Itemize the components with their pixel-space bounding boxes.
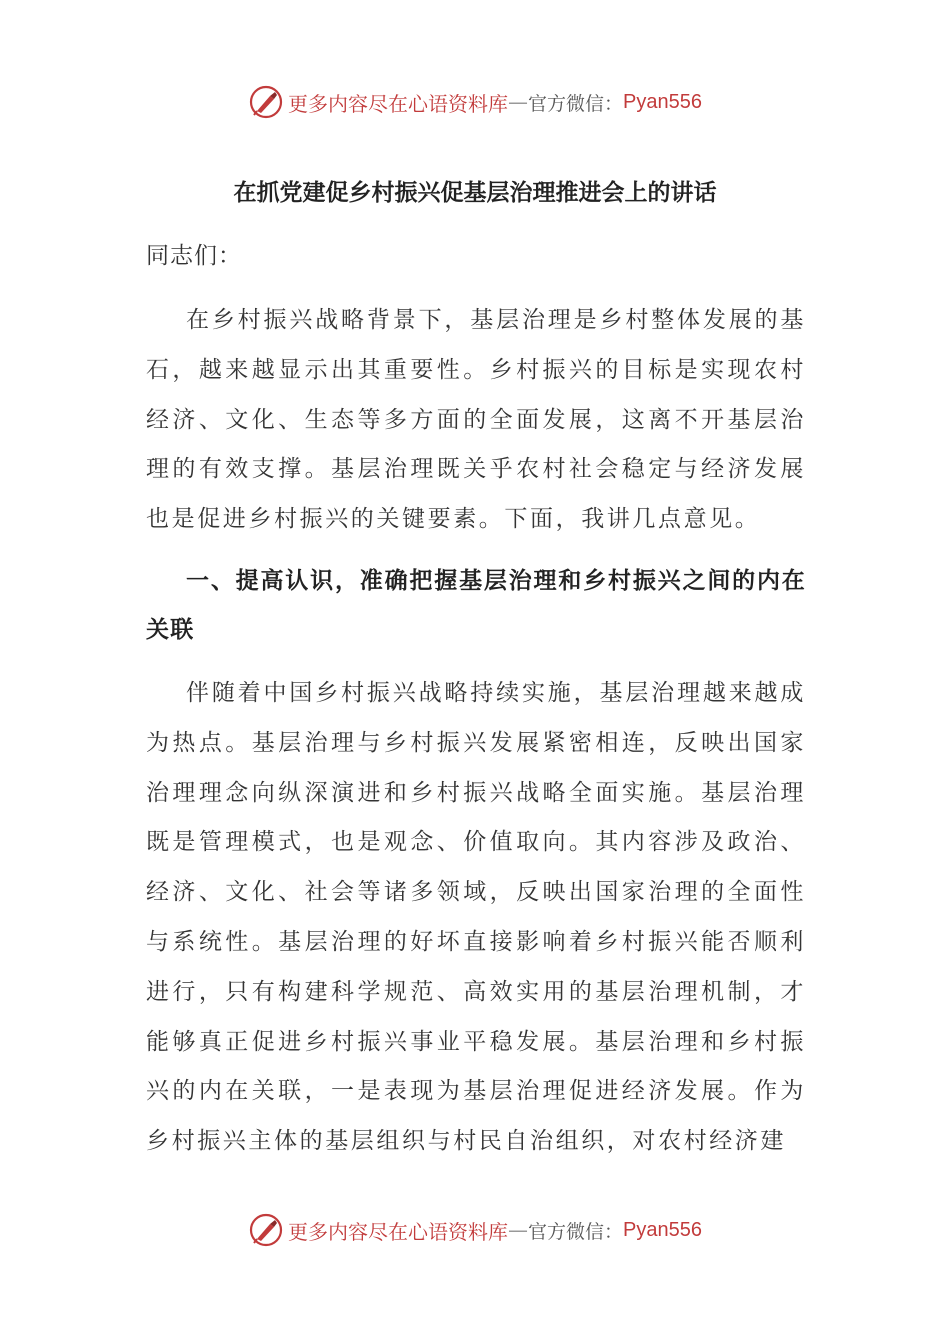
banner-prefix-text: 更多内容尽在心语资料库 [288,1219,508,1244]
pen-nib-logo-icon [248,84,284,120]
header-banner [0,82,950,122]
banner-wechat-id: Pyan556 [623,90,702,113]
banner-prefix-text: 更多内容尽在心语资料库 [288,91,508,116]
paragraph-intro: 在乡村振兴战略背景下，基层治理是乡村整体发展的基石，越来越显示出其重要性。乡村振兴的目标是实现农村经济、文化、生态等多方面的全面发展，这离不开基层治理的有效支撑。基层治理既关乎农村社会稳定与经济发展也是促进乡村振兴的关键要素。下面，我讲几点意见。 [146,307,806,533]
salutation: 同志们： [146,243,242,269]
banner-dash: — [508,1218,528,1242]
paragraph-section-1: 伴随着中国乡村振兴战略持续实施，基层治理越来越成为热点。基层治理与乡村振兴发展紧密相连，反映出国家治理理念向纵深演进和乡村振兴战略全面实施。基层治理既是管理模式，也是观念、价值取向。其内容涉及政治、经济、文化、社会等诸多领域，反映出国家治理的全面性与系统性。基层治理的好坏直接影响着乡村振兴能否顺利进行，只有构建科学规范、高效实用的基层治理机制，才能够真正促进乡村振兴事业平稳发展。基层治理和乡村振兴的内在关联，一是表现为基层治理促进经济发展。作为乡村振兴主体的基层组织与村民自治组织，对农村经济建 [146,679,806,1155]
banner-wechat-label: 官方微信： [528,1220,624,1243]
footer-banner [0,1210,950,1250]
banner-dash: — [508,90,528,114]
banner-wechat-label: 官方微信： [528,92,624,115]
document-body [146,236,806,1167]
pen-nib-logo-icon [248,1212,284,1248]
section-heading-1: 一、提高认识，准确把握基层治理和乡村振兴之间的内在关联 [146,567,806,643]
document-title: 在抓党建促乡村振兴促基层治理推进会上的讲话 [233,180,717,206]
banner-wechat-id: Pyan556 [623,1218,702,1241]
